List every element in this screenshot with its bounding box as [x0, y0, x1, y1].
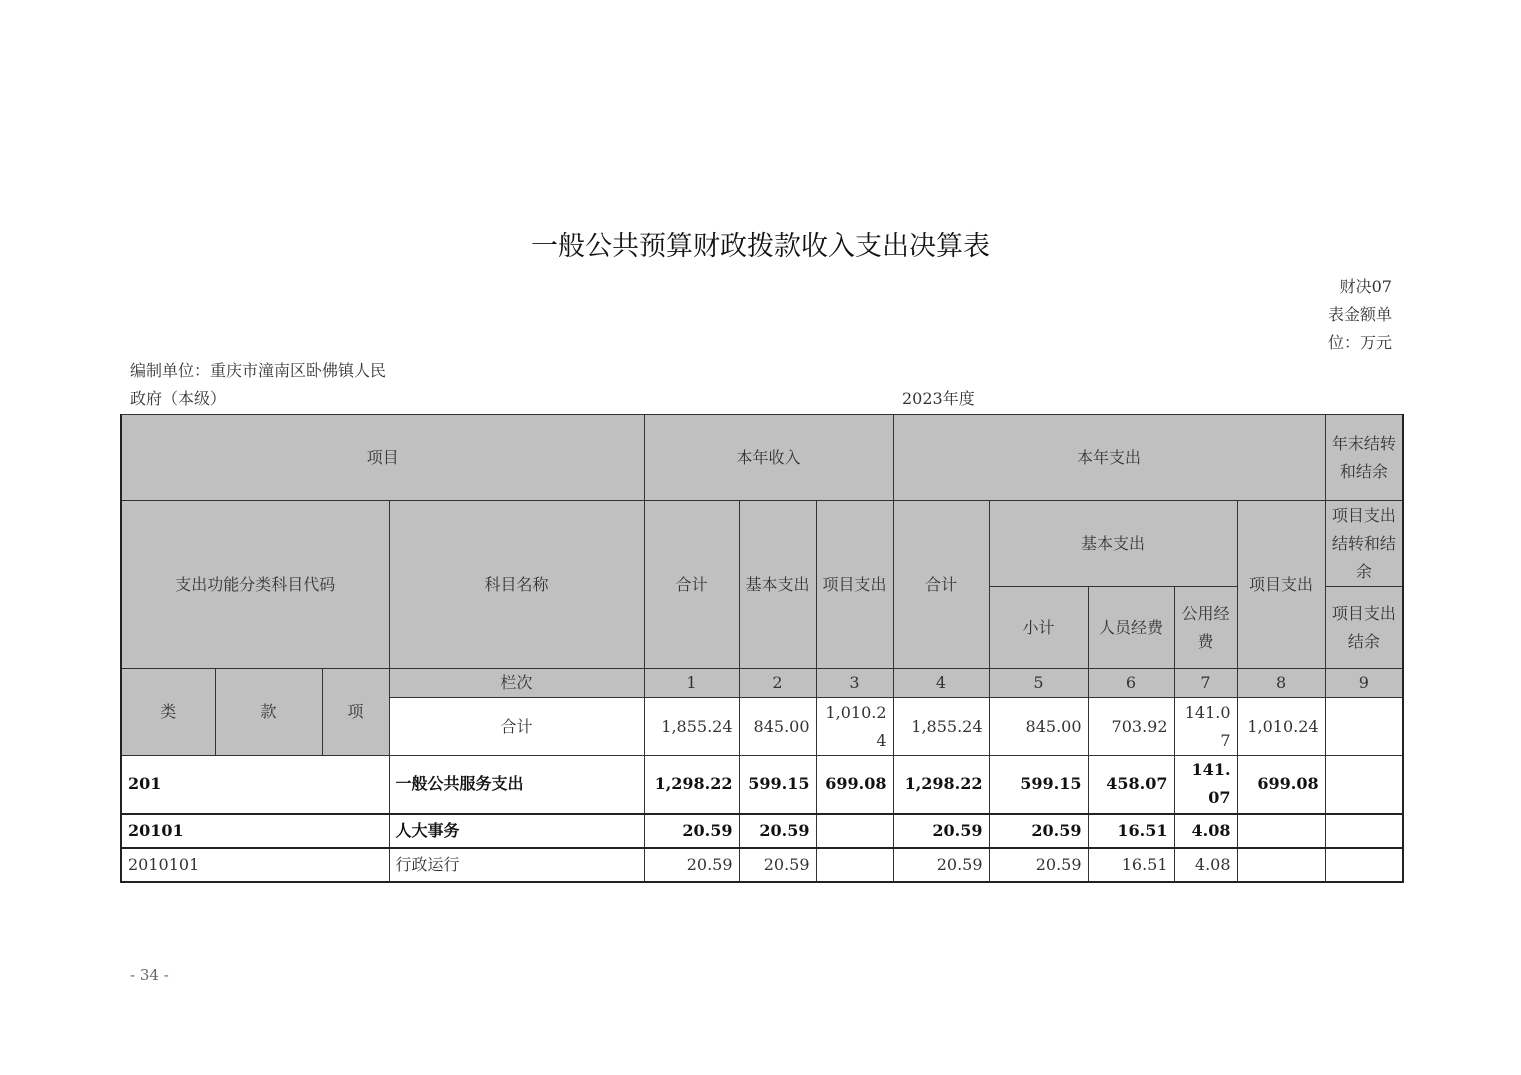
header-xiang: 项 — [322, 669, 389, 756]
total-cell: 1,855.24 — [893, 698, 989, 756]
report-title: 一般公共预算财政拨款收入支出决算表 — [531, 231, 990, 262]
column-index: 1 — [644, 669, 739, 698]
header-year-end: 年末结转和结余 — [1325, 415, 1403, 501]
header-name: 科目名称 — [389, 501, 644, 669]
compiling-unit: 编制单位：重庆市潼南区卧佛镇人民政府（本级） — [130, 361, 387, 408]
column-index: 2 — [739, 669, 816, 698]
row-cell — [816, 814, 893, 848]
row-cell: 16.51 — [1088, 814, 1174, 848]
column-index: 4 — [893, 669, 989, 698]
total-cell: 1,855.24 — [644, 698, 739, 756]
header-income: 本年收入 — [644, 415, 893, 501]
row-cell: 4.08 — [1174, 814, 1237, 848]
header-kuan: 款 — [215, 669, 322, 756]
column-index: 6 — [1088, 669, 1174, 698]
header-expense-basic: 基本支出 — [989, 501, 1237, 587]
row-code: 201 — [121, 756, 389, 814]
row-cell: 20.59 — [644, 848, 739, 882]
header-expense-total: 合计 — [893, 501, 989, 669]
column-index-row — [121, 669, 1403, 698]
total-cell — [1325, 698, 1403, 756]
row-cell — [1237, 848, 1325, 882]
total-cell: 1,010.24 — [816, 698, 893, 756]
total-cell: 845.00 — [739, 698, 816, 756]
row-cell: 20.59 — [739, 814, 816, 848]
header-subtotal: 小计 — [989, 587, 1088, 669]
row-cell: 20.59 — [893, 848, 989, 882]
row-code: 2010101 — [121, 848, 389, 882]
header-code: 支出功能分类科目代码 — [121, 501, 389, 669]
header-income-project: 项目支出 — [816, 501, 893, 669]
column-index: 3 — [816, 669, 893, 698]
header-item: 项目 — [121, 415, 644, 501]
row-cell: 699.08 — [1237, 756, 1325, 814]
table-row — [121, 756, 1403, 814]
header-lei: 类 — [121, 669, 215, 756]
row-cell: 20.59 — [893, 814, 989, 848]
row-cell: 458.07 — [1088, 756, 1174, 814]
row-name: 人大事务 — [389, 814, 644, 848]
total-cell: 141.07 — [1174, 698, 1237, 756]
row-cell: 599.15 — [989, 756, 1088, 814]
row-cell — [1237, 814, 1325, 848]
header-income-total: 合计 — [644, 501, 739, 669]
row-cell: 20.59 — [989, 848, 1088, 882]
form-number: 财决07表 — [1327, 277, 1392, 324]
header-project-balance: 项目支出结余 — [1325, 587, 1403, 669]
row-name: 一般公共服务支出 — [389, 756, 644, 814]
column-index: 5 — [989, 669, 1088, 698]
row-cell: 1,298.22 — [644, 756, 739, 814]
row-cell — [1325, 848, 1403, 882]
column-index: 7 — [1174, 669, 1237, 698]
row-code: 20101 — [121, 814, 389, 848]
row-cell: 16.51 — [1088, 848, 1174, 882]
table-row — [121, 848, 1403, 882]
total-cell: 703.92 — [1088, 698, 1174, 756]
row-cell: 4.08 — [1174, 848, 1237, 882]
header-row-1 — [121, 415, 1403, 501]
header-expense-project: 项目支出 — [1237, 501, 1325, 669]
row-cell: 20.59 — [739, 848, 816, 882]
header-income-basic: 基本支出 — [739, 501, 816, 669]
row-cell: 699.08 — [816, 756, 893, 814]
budget-table — [120, 414, 1404, 883]
row-cell: 1,298.22 — [893, 756, 989, 814]
fiscal-year: 2023年度 — [902, 389, 975, 408]
column-index: 8 — [1237, 669, 1325, 698]
column-index: 9 — [1325, 669, 1403, 698]
header-personnel: 人员经费 — [1088, 587, 1174, 669]
total-cell: 845.00 — [989, 698, 1088, 756]
amount-unit: 金额单位：万元 — [1327, 305, 1392, 352]
column-index-label: 栏次 — [389, 669, 644, 698]
row-cell: 141.07 — [1174, 756, 1237, 814]
header-public: 公用经费 — [1174, 587, 1237, 669]
row-cell: 20.59 — [644, 814, 739, 848]
form-number-and-unit — [1326, 273, 1392, 357]
row-cell — [1325, 814, 1403, 848]
row-cell — [816, 848, 893, 882]
table-row — [121, 814, 1403, 848]
total-cell: 1,010.24 — [1237, 698, 1325, 756]
row-name: 行政运行 — [389, 848, 644, 882]
row-cell — [1325, 756, 1403, 814]
header-expense: 本年支出 — [893, 415, 1325, 501]
row-cell: 20.59 — [989, 814, 1088, 848]
page-number: - 34 - — [130, 966, 169, 984]
total-row-label: 合计 — [389, 698, 644, 756]
row-cell: 599.15 — [739, 756, 816, 814]
header-row-2 — [121, 501, 1403, 587]
header-project-carry: 项目支出结转和结余 — [1325, 501, 1403, 587]
